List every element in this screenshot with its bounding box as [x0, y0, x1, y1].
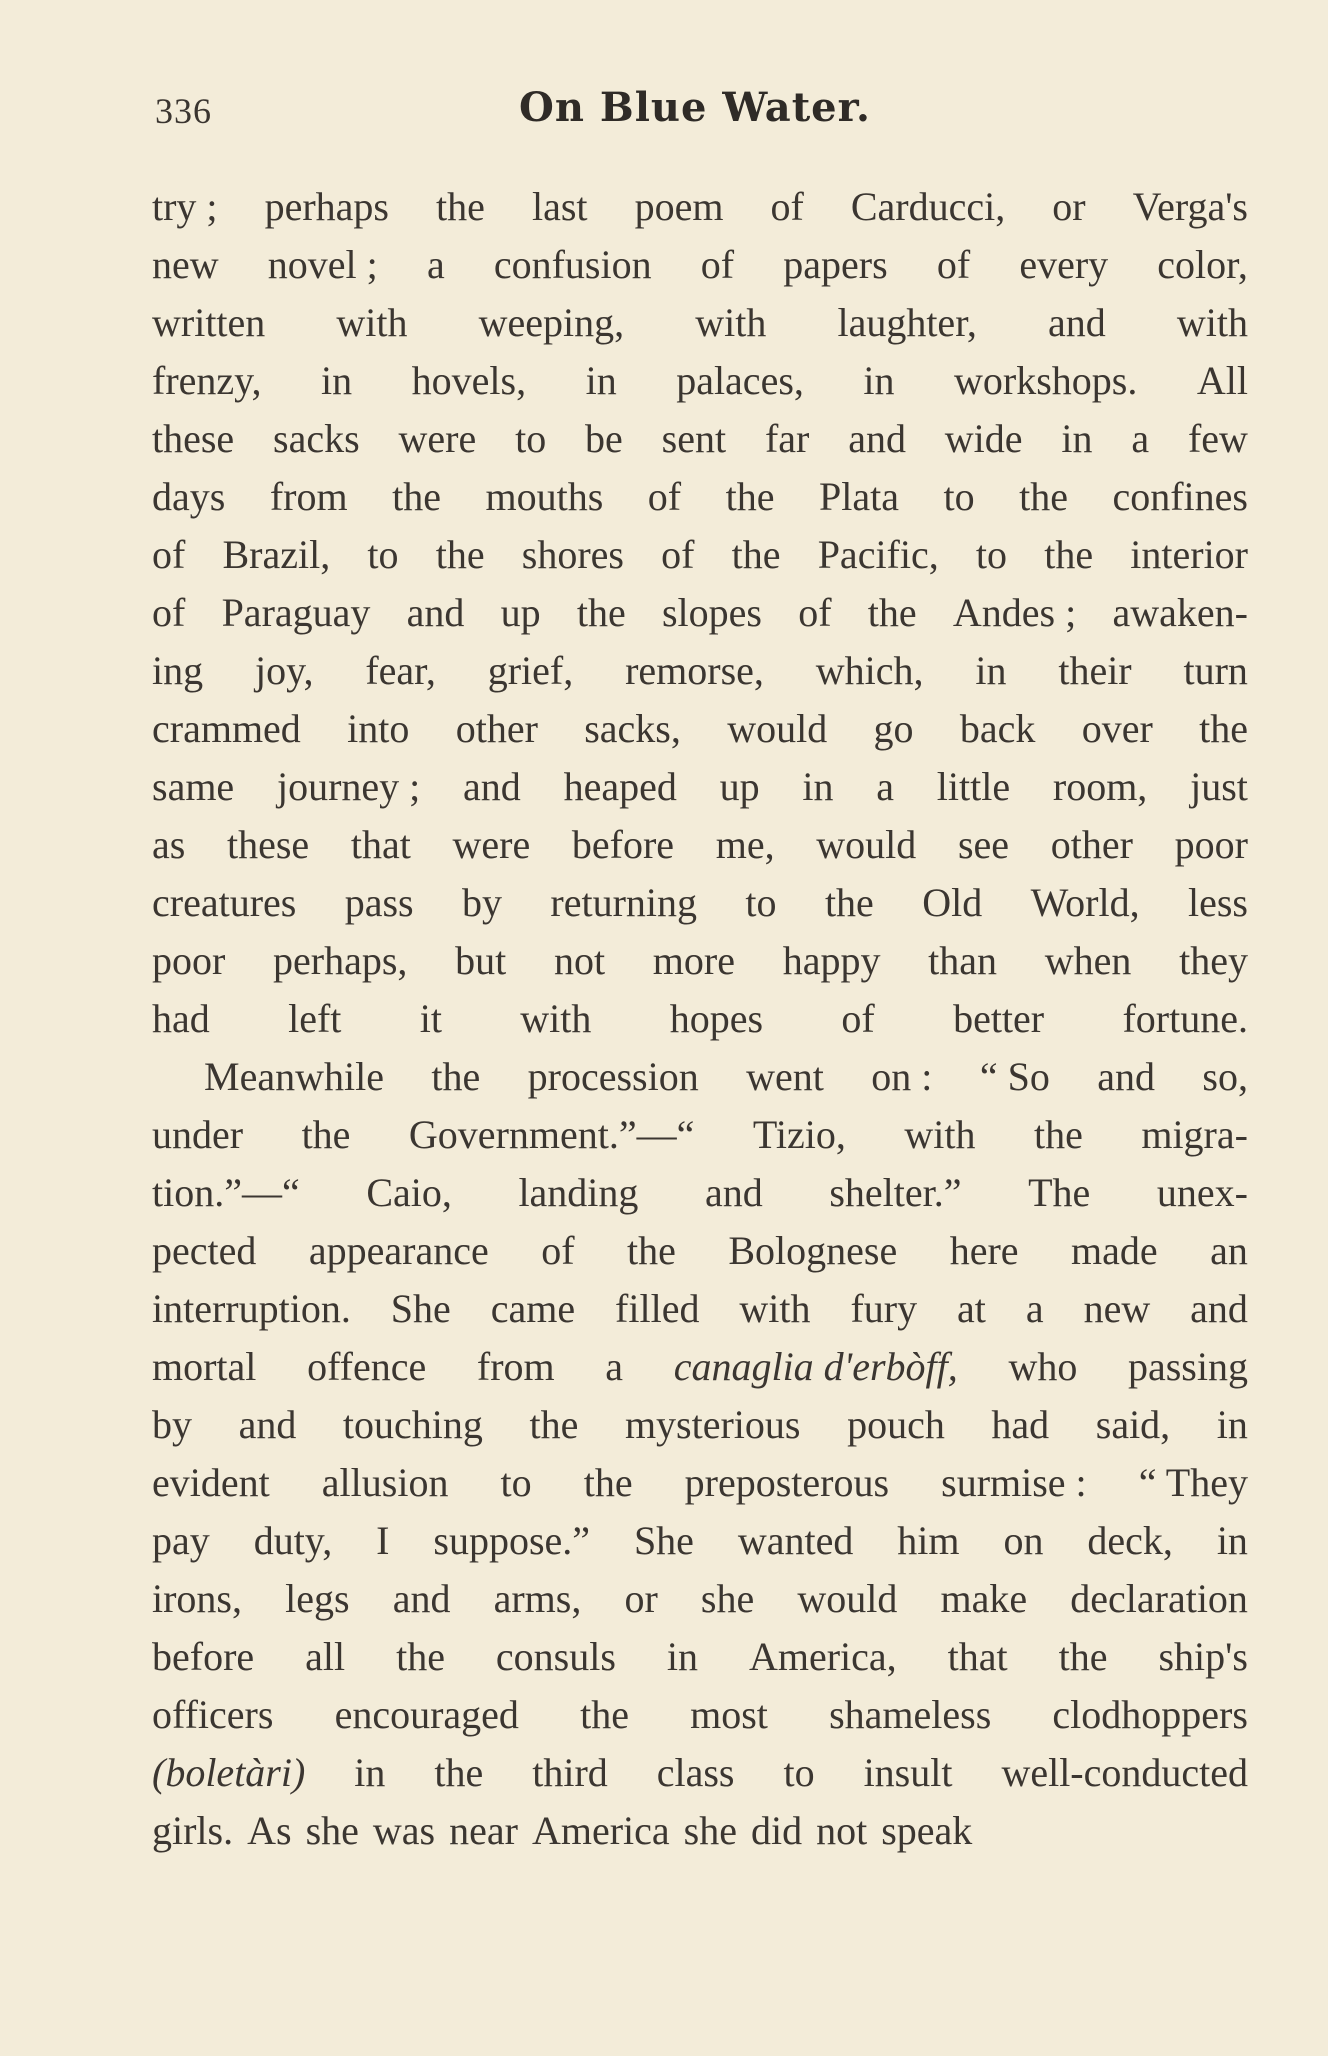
- text-line: [152, 1512, 1248, 1570]
- word: to: [367, 532, 399, 577]
- text-line: [152, 1164, 1248, 1222]
- word: see: [957, 822, 1010, 867]
- word: of: [798, 590, 832, 635]
- word: As: [247, 1808, 292, 1853]
- text-line: [152, 1454, 1248, 1512]
- word: and: [848, 416, 906, 461]
- word: when: [1044, 938, 1132, 983]
- word: the: [627, 1228, 676, 1273]
- word: unex-: [1156, 1170, 1248, 1215]
- text-line: [152, 816, 1248, 874]
- word: with: [520, 996, 592, 1041]
- word: to: [500, 1460, 532, 1505]
- word: on: [1003, 1518, 1044, 1563]
- word: the: [1019, 474, 1068, 519]
- word: heaped: [563, 764, 677, 809]
- word: in: [1216, 1518, 1248, 1563]
- word: palaces,: [676, 358, 804, 403]
- word: other: [455, 706, 538, 751]
- word: on :: [871, 1054, 933, 1099]
- word: ing: [152, 648, 204, 693]
- word: in: [1061, 416, 1093, 461]
- word: the: [725, 474, 775, 519]
- word: frenzy,: [152, 358, 262, 403]
- word: the: [301, 1112, 351, 1157]
- word: Brazil,: [222, 532, 331, 577]
- word: migra-: [1141, 1112, 1248, 1157]
- word: the: [824, 880, 874, 925]
- word: appearance: [308, 1228, 489, 1273]
- word: from: [269, 474, 348, 519]
- word: new: [152, 242, 219, 287]
- text-line: [152, 1686, 1248, 1744]
- word: arms,: [493, 1576, 582, 1621]
- word: up: [719, 764, 760, 809]
- body-text: [152, 178, 1248, 1860]
- word: be: [585, 416, 623, 461]
- word: of: [152, 532, 186, 577]
- word: from: [476, 1344, 555, 1389]
- word: World,: [1030, 880, 1140, 925]
- word: at: [957, 1286, 986, 1331]
- word: passing: [1127, 1344, 1248, 1389]
- word: with: [336, 300, 408, 345]
- word: in: [354, 1750, 386, 1795]
- word: she: [683, 1808, 737, 1853]
- word: less: [1187, 880, 1248, 925]
- word: third: [532, 1750, 608, 1795]
- word: class: [656, 1750, 735, 1795]
- word: of: [841, 996, 875, 1041]
- word: and: [1097, 1054, 1155, 1099]
- word: poor: [152, 938, 226, 983]
- word: to: [783, 1750, 815, 1795]
- word: the: [576, 590, 626, 635]
- word: creatures: [152, 880, 297, 925]
- word: sent: [661, 416, 727, 461]
- word: of: [661, 532, 695, 577]
- word: well-conducted: [1001, 1750, 1248, 1795]
- word: deck,: [1087, 1518, 1173, 1563]
- word: mouths: [485, 474, 604, 519]
- word: the: [1199, 706, 1248, 751]
- word: awaken-: [1112, 590, 1248, 635]
- word: confines: [1112, 474, 1248, 519]
- word: days: [152, 474, 226, 519]
- word: of: [152, 590, 186, 635]
- text-line: [152, 874, 1248, 932]
- text-line: [152, 1106, 1248, 1164]
- word: “ So: [979, 1054, 1050, 1099]
- word: and: [463, 764, 521, 809]
- word: grief,: [487, 648, 574, 693]
- word: the: [1044, 532, 1094, 577]
- word: in: [975, 648, 1007, 693]
- word: same: [152, 764, 235, 809]
- word: back: [959, 706, 1036, 751]
- word: and: [705, 1170, 763, 1215]
- word: in: [863, 358, 895, 403]
- word: Verga's: [1132, 184, 1248, 229]
- word: by: [152, 1402, 192, 1447]
- word: suppose.”: [433, 1518, 591, 1563]
- word: into: [347, 706, 410, 751]
- word: the: [580, 1692, 629, 1737]
- word: the: [431, 1054, 481, 1099]
- word: offence: [307, 1344, 427, 1389]
- word: ship's: [1158, 1634, 1248, 1679]
- word: of: [700, 242, 735, 287]
- word: under: [152, 1112, 244, 1157]
- word: the: [392, 474, 441, 519]
- word: Bolognese: [728, 1228, 898, 1273]
- word: all: [305, 1634, 346, 1679]
- word: with: [695, 300, 767, 345]
- word: would: [727, 706, 828, 751]
- word: or: [1052, 184, 1086, 229]
- word: America: [531, 1808, 670, 1853]
- word: duty,: [253, 1518, 333, 1563]
- word: evident: [152, 1460, 270, 1505]
- word: with: [904, 1112, 976, 1157]
- word: every: [1019, 242, 1109, 287]
- text-line: [152, 1280, 1248, 1338]
- word: was: [372, 1808, 436, 1853]
- word: their: [1058, 648, 1132, 693]
- word: happy: [782, 938, 881, 983]
- word: laughter,: [837, 300, 977, 345]
- word: she: [305, 1808, 359, 1853]
- text-line: [152, 468, 1248, 526]
- word: before: [571, 822, 675, 867]
- word: canaglia d'erbòff,: [673, 1344, 958, 1389]
- word: make: [940, 1576, 1028, 1621]
- word: America,: [748, 1634, 897, 1679]
- word: remorse,: [625, 648, 764, 693]
- word: allusion: [321, 1460, 449, 1505]
- word: wide: [944, 416, 1023, 461]
- text-line: [152, 294, 1248, 352]
- word: did: [750, 1808, 803, 1853]
- word: the: [435, 532, 485, 577]
- word: before: [152, 1634, 255, 1679]
- word: were: [398, 416, 477, 461]
- word: pouch: [847, 1402, 945, 1447]
- word: here: [949, 1228, 1019, 1273]
- text-line: [152, 758, 1248, 816]
- word: shameless: [829, 1692, 992, 1737]
- word: officers: [152, 1692, 274, 1737]
- word: had: [152, 996, 210, 1041]
- word: weeping,: [478, 300, 625, 345]
- word: up: [500, 590, 541, 635]
- text-line: [152, 1396, 1248, 1454]
- word: most: [690, 1692, 768, 1737]
- word: Caio,: [366, 1170, 452, 1215]
- word: pected: [152, 1228, 257, 1273]
- word: fury: [850, 1286, 918, 1331]
- word: it: [419, 996, 442, 1041]
- word: papers: [783, 242, 888, 287]
- word: journey ;: [276, 764, 421, 809]
- word: hopes: [669, 996, 764, 1041]
- word: as: [152, 822, 186, 867]
- word: All: [1196, 358, 1248, 403]
- word: She: [390, 1286, 451, 1331]
- word: just: [1190, 764, 1248, 809]
- word: Carducci,: [850, 184, 1006, 229]
- word: Andes ;: [952, 590, 1077, 635]
- text-line: [152, 700, 1248, 758]
- word: to: [515, 416, 547, 461]
- word: or: [624, 1576, 658, 1621]
- word: I: [376, 1518, 390, 1563]
- text-line: [152, 178, 1248, 236]
- word: fear,: [365, 648, 436, 693]
- word: new: [1083, 1286, 1151, 1331]
- word: but: [455, 938, 507, 983]
- text-line: [152, 1048, 1248, 1106]
- word: the: [1033, 1112, 1083, 1157]
- word: the: [436, 184, 485, 229]
- word: would: [816, 822, 917, 867]
- word: in: [802, 764, 834, 809]
- word: me,: [715, 822, 775, 867]
- word: would: [797, 1576, 898, 1621]
- word: than: [928, 938, 998, 983]
- word: and: [1048, 300, 1106, 345]
- word: irons,: [152, 1576, 242, 1621]
- word: better: [953, 996, 1045, 1041]
- word: and: [406, 590, 465, 635]
- word: poor: [1174, 822, 1248, 867]
- word: interruption.: [152, 1286, 351, 1331]
- word: a: [1131, 416, 1150, 461]
- word: perhaps: [264, 184, 389, 229]
- word: were: [452, 822, 531, 867]
- word: landing: [518, 1170, 639, 1215]
- word: went: [746, 1054, 824, 1099]
- word: the: [731, 532, 781, 577]
- word: poem: [634, 184, 724, 229]
- word: insult: [863, 1750, 953, 1795]
- page-number: 336: [155, 91, 212, 131]
- text-line: [152, 1802, 1248, 1860]
- page-header: [150, 80, 1240, 140]
- word: (boletàri): [152, 1750, 306, 1795]
- text-line: [152, 1744, 1248, 1802]
- text-line: [152, 1628, 1248, 1686]
- word: tion.”—“: [152, 1170, 300, 1215]
- word: novel ;: [267, 242, 378, 287]
- word: Tizio,: [752, 1112, 846, 1157]
- word: a: [876, 764, 895, 809]
- word: a: [605, 1344, 624, 1389]
- word: to: [943, 474, 975, 519]
- text-line: [152, 1222, 1248, 1280]
- word: turn: [1183, 648, 1248, 693]
- word: speak: [881, 1808, 973, 1853]
- word: the: [396, 1634, 445, 1679]
- word: not: [816, 1808, 868, 1853]
- word: by: [462, 880, 503, 925]
- word: in: [666, 1634, 699, 1679]
- word: pass: [344, 880, 414, 925]
- word: color,: [1157, 242, 1248, 287]
- word: returning: [550, 880, 698, 925]
- text-line: [152, 410, 1248, 468]
- word: she: [700, 1576, 755, 1621]
- word: procession: [527, 1054, 699, 1099]
- word: little: [936, 764, 1011, 809]
- word: clodhoppers: [1052, 1692, 1248, 1737]
- word: Government.”—“: [408, 1112, 695, 1157]
- word: Meanwhile: [204, 1054, 384, 1099]
- word: that: [350, 822, 411, 867]
- word: consuls: [495, 1634, 616, 1679]
- word: shelter.”: [829, 1170, 962, 1215]
- word: hovels,: [411, 358, 527, 403]
- word: written: [152, 300, 266, 345]
- word: which,: [815, 648, 924, 693]
- text-line: [152, 236, 1248, 294]
- word: sacks: [273, 416, 360, 461]
- word: sacks,: [584, 706, 681, 751]
- word: in: [1216, 1402, 1248, 1447]
- word: encouraged: [334, 1692, 519, 1737]
- text-line: [152, 932, 1248, 990]
- word: over: [1081, 706, 1153, 751]
- word: made: [1071, 1228, 1158, 1273]
- word: crammed: [152, 706, 301, 751]
- word: mortal: [152, 1344, 257, 1389]
- running-title: On Blue Water.: [519, 84, 871, 131]
- text-line: [152, 584, 1248, 642]
- word: said,: [1095, 1402, 1171, 1447]
- word: and: [238, 1402, 297, 1447]
- word: and: [392, 1576, 451, 1621]
- word: a: [1025, 1286, 1044, 1331]
- word: pay: [152, 1518, 210, 1563]
- text-line: [152, 526, 1248, 584]
- word: wanted: [737, 1518, 854, 1563]
- word: Paraguay: [221, 590, 371, 635]
- word: an: [1210, 1228, 1248, 1273]
- word: who: [1008, 1344, 1078, 1389]
- word: to: [975, 532, 1008, 577]
- word: Plata: [818, 474, 899, 519]
- word: “ They: [1138, 1460, 1248, 1505]
- text-line: [152, 642, 1248, 700]
- word: of: [770, 184, 804, 229]
- word: the: [867, 590, 917, 635]
- text-line: [152, 1570, 1248, 1628]
- word: shores: [521, 532, 624, 577]
- word: joy,: [254, 648, 314, 693]
- word: the: [529, 1402, 579, 1447]
- word: fortune.: [1122, 996, 1248, 1041]
- word: that: [947, 1634, 1008, 1679]
- word: far: [764, 416, 810, 461]
- word: surmise :: [941, 1460, 1087, 1505]
- word: Old: [922, 880, 983, 925]
- word: more: [652, 938, 735, 983]
- word: try ;: [152, 184, 218, 229]
- word: so,: [1202, 1054, 1248, 1099]
- word: mysterious: [624, 1402, 801, 1447]
- word: him: [897, 1518, 960, 1563]
- word: girls.: [152, 1808, 234, 1853]
- word: workshops.: [953, 358, 1138, 403]
- word: other: [1050, 822, 1133, 867]
- word: perhaps,: [273, 938, 408, 983]
- word: and: [1190, 1286, 1248, 1331]
- word: of: [647, 474, 682, 519]
- text-line: [152, 352, 1248, 410]
- text-line: [152, 1338, 1248, 1396]
- word: with: [1176, 300, 1248, 345]
- word: preposterous: [684, 1460, 890, 1505]
- word: of: [541, 1228, 575, 1273]
- word: left: [288, 996, 342, 1041]
- word: last: [531, 184, 588, 229]
- word: confusion: [493, 242, 652, 287]
- word: interior: [1130, 532, 1248, 577]
- word: few: [1187, 416, 1248, 461]
- word: these: [227, 822, 310, 867]
- word: of: [936, 242, 971, 287]
- word: in: [321, 358, 353, 403]
- word: with: [739, 1286, 811, 1331]
- word: legs: [285, 1576, 350, 1621]
- word: filled: [615, 1286, 700, 1331]
- word: the: [434, 1750, 484, 1795]
- word: had: [991, 1402, 1050, 1447]
- word: a: [426, 242, 445, 287]
- text-line: [152, 990, 1248, 1048]
- word: She: [633, 1518, 694, 1563]
- word: room,: [1052, 764, 1148, 809]
- word: Pacific,: [817, 532, 939, 577]
- word: the: [1058, 1634, 1108, 1679]
- word: in: [585, 358, 617, 403]
- word: came: [490, 1286, 576, 1331]
- word: the: [583, 1460, 633, 1505]
- word: declaration: [1070, 1576, 1248, 1621]
- word: The: [1028, 1170, 1091, 1215]
- word: slopes: [661, 590, 762, 635]
- word: go: [873, 706, 914, 751]
- word: to: [745, 880, 777, 925]
- word: not: [553, 938, 606, 983]
- word: touching: [342, 1402, 483, 1447]
- word: they: [1179, 938, 1248, 983]
- word: near: [449, 1808, 518, 1853]
- word: these: [152, 416, 235, 461]
